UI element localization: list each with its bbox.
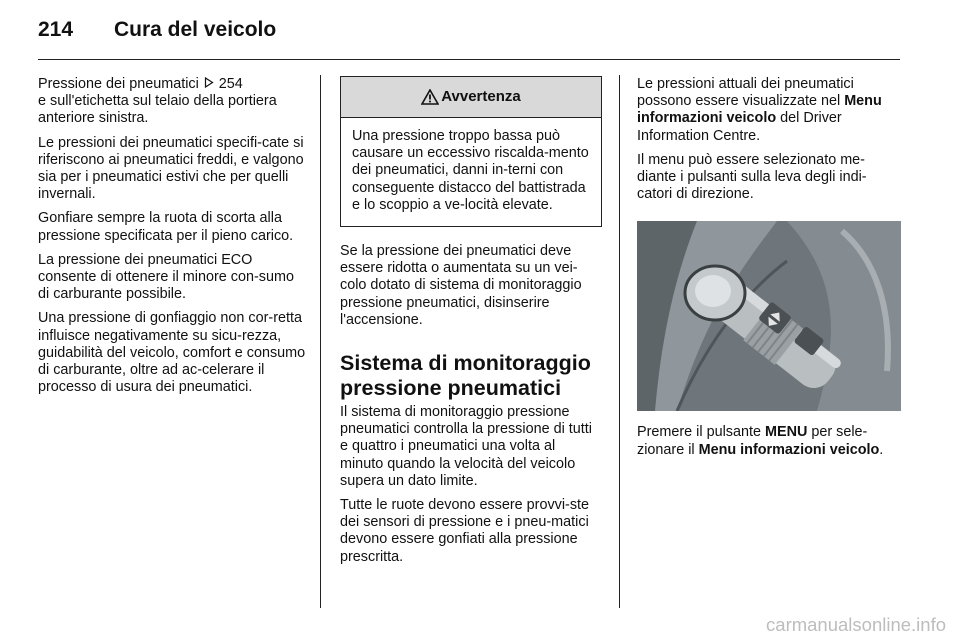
column-2 xyxy=(340,76,602,573)
paragraph-adjust-pressure: Se la pressione dei pneumatici deve essere ridotta o aumentata su un vei-colo dotato di sistema di monitoraggio pressione pneumatici, disinserire l'accensione. xyxy=(340,243,582,328)
menu-name-bold-2: Menu informazioni veicolo xyxy=(698,441,880,458)
page-reference-number[interactable]: 254 xyxy=(218,76,243,92)
paragraph-tyre-pressure-ref: Pressione dei pneumatici 254 e sull'etichetta sul telaio della portiera anteriore sinistra. xyxy=(38,76,277,127)
warning-text: Una pressione troppo bassa può causare un eccessivo riscalda-mento dei pneumatici, danni in-terni con conseguente distacco del battistrada e lo scoppio a ve-locità elevate. xyxy=(352,128,589,213)
paragraph-incorrect-pressure: Una pressione di gonfiaggio non cor-retta influisce negativamente su sicu-rezza, guidabilità del veicolo, comfort e consumo di carburante, oltre ad ac-celerare il processo di usura dei pneumatici. xyxy=(38,310,306,396)
paragraph-eco-pressure: La pressione dei pneumatici ECO consente di ottenere il minore con-sumo di carburante possibile. xyxy=(38,251,294,303)
paragraph-system-description: Il sistema di monitoraggio pressione pneumatici controlla la pressione di tutti e quattro i pneumatici una volta al minuto quando la velocità del veicolo supera un dato limite. xyxy=(340,404,592,489)
warning-header xyxy=(341,77,601,118)
turn-signal-lever-photo xyxy=(637,221,901,411)
page-title: Cura del veicolo xyxy=(114,18,277,41)
section-heading: Sistema di monitoraggio pressione pneumatici xyxy=(340,351,591,401)
watermark: carmanualsonline.info xyxy=(766,614,946,635)
column-3 xyxy=(637,76,901,466)
paragraph-display-pressure: Le pressioni attuali dei pneumatici possono essere visualizzate nel Menu informazioni veicolo del Driver Information Centre. xyxy=(637,76,882,144)
warning-title: Avvertenza xyxy=(441,88,521,106)
paragraph-menu-selection: Il menu può essere selezionato me-diante i pulsanti sulla leva degli indi-catori di direzione. xyxy=(637,151,867,203)
menu-button-bold: MENU xyxy=(764,424,808,441)
column-1 xyxy=(38,76,306,403)
page-number: 214 xyxy=(38,18,74,41)
paragraph-sensor-requirement: Tutte le ruote devono essere provvi-ste dei sensori di pressione e i pneu-matici devono essere gonfiati alla pressione prescritta. xyxy=(340,497,590,565)
column-divider-2 xyxy=(619,75,620,608)
warning-triangle-icon xyxy=(421,89,439,105)
column-divider-1 xyxy=(320,75,321,608)
paragraph-cold-tyres: Le pressioni dei pneumatici specifi-cate si riferiscono ai pneumatici freddi, e valgono sia per i pneumatici estivi che per quelli invernali. xyxy=(38,134,304,203)
warning-box xyxy=(340,76,602,227)
paragraph-press-menu: Premere il pulsante MENU per sele-zionare il Menu informazioni veicolo. xyxy=(637,424,884,458)
menu-name-bold: Menu informazioni veicolo xyxy=(637,93,882,127)
page-reference-arrow-icon xyxy=(203,76,215,93)
header-rule xyxy=(38,59,900,60)
paragraph-spare-wheel: Gonfiare sempre la ruota di scorta alla pressione specificata per il pieno carico. xyxy=(38,210,294,244)
